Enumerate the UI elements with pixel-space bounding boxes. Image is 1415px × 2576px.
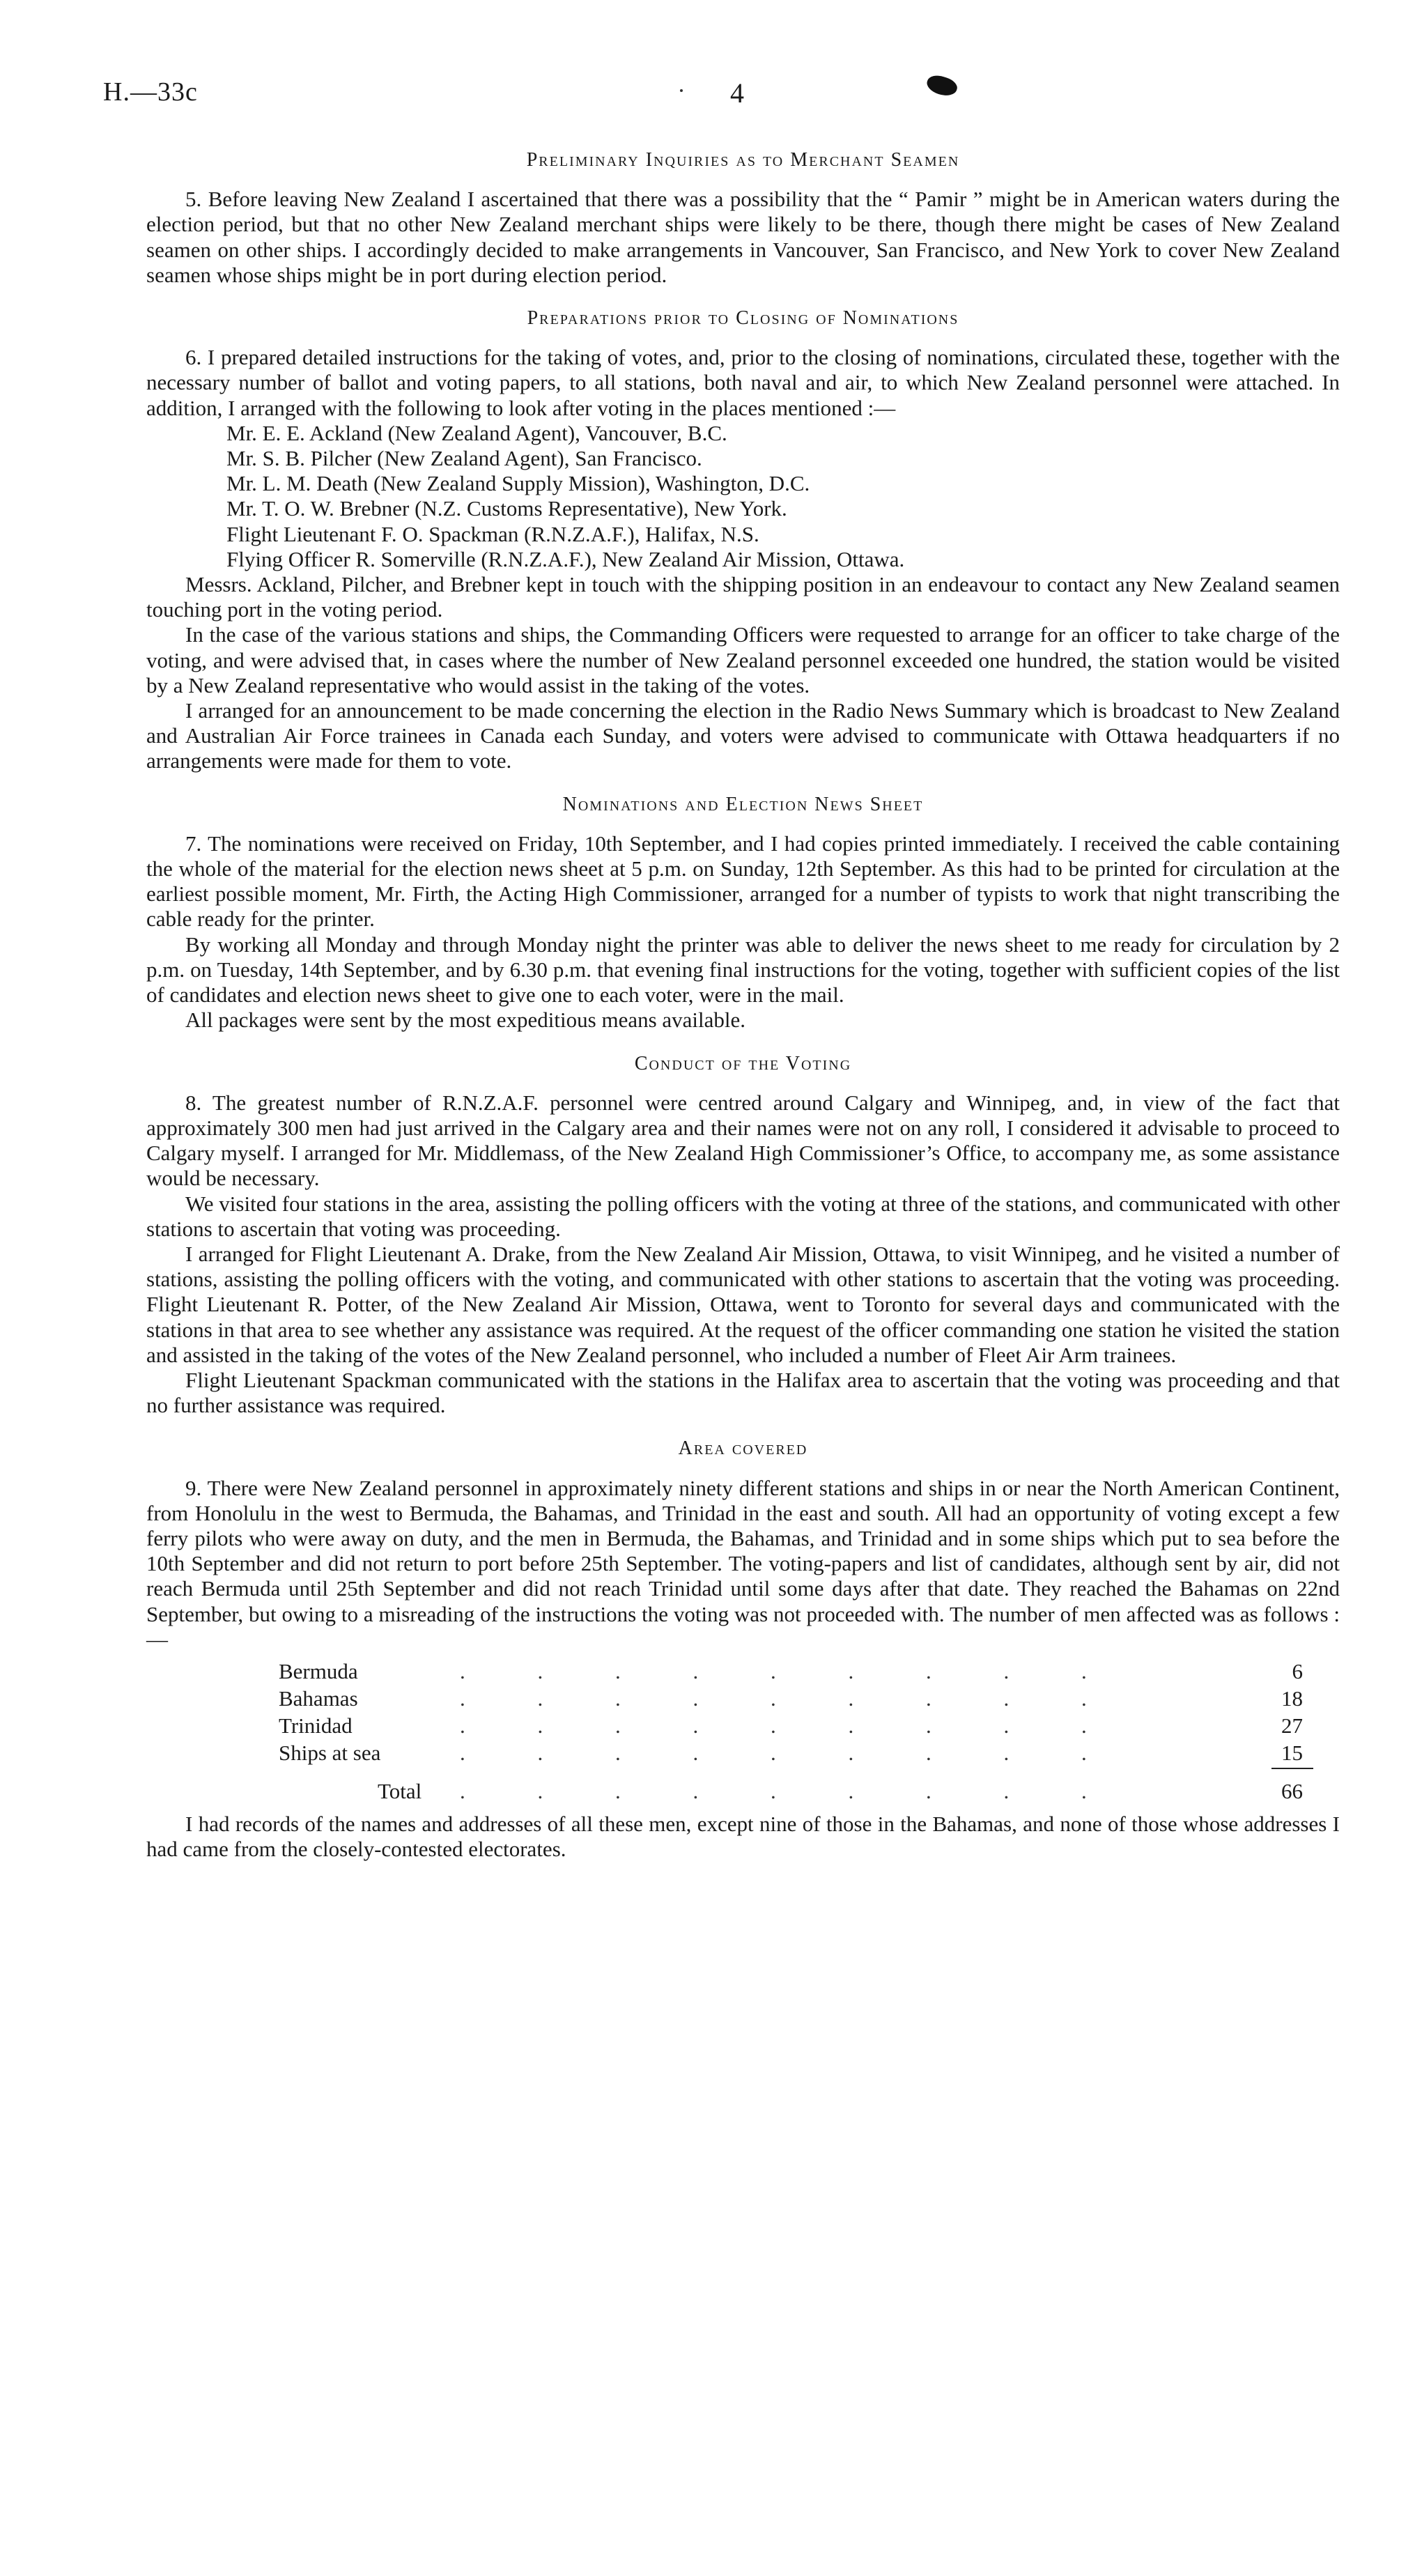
paragraph: Flight Lieutenant Spackman communicated with the stations in the Halifax area to ascertain that the voting was proceeding and that no further assistance was required. (146, 1367, 1340, 1418)
total-rule (1271, 1768, 1313, 1779)
paragraph: 9. There were New Zealand personnel in approximately ninety different stations and ships in or near the North American Continent, from Honolulu in the west to Bermuda, the Bahamas, and Trinidad in the east and south. All had an opportunity of voting except a few ferry pilots who were away on duty, and the men in Bermuda, the Bahamas, and Trinidad and in some ships which put to sea before the 10th September and did not return to port before 25th September. The voting-papers and list of candidates, although sent by air, did not reach Bermuda until 25th September and did not reach Trinidad until some days after that date. They reached the Bahamas on 22nd September, but owing to a misreading of the instructions the voting was not proceeded with. The number of men affected was as follows :— (146, 1475, 1340, 1651)
paragraph: I arranged for Flight Lieutenant A. Drake, from the New Zealand Air Mission, Ottawa, to visit Winnipeg, and he visited a number of stations, assisting the polling officers with the voting, and communicated with other stations to ascertain that the voting was proceeding. Flight Lieutenant R. Potter, of the New Zealand Air Mission, Ottawa, went to Toronto for several days and communicated with the stations in that area to see whether any assistance was required. At the request of the officer commanding one station he visited the station and assisted in the taking of the votes of the New Zealand personnel, who included a number of Fleet Air Arm trainees. (146, 1241, 1340, 1367)
agent-item: Mr. L. M. Death (New Zealand Supply Mission), Washington, D.C. (226, 471, 810, 496)
dot-leader: . . . . . . . . . (460, 1713, 1120, 1738)
section-heading: Conduct of the Voting (634, 1052, 852, 1074)
table-row (279, 1713, 1303, 1741)
document-id: H.—33c (103, 77, 198, 107)
paragraph: By working all Monday and through Monday night the printer was able to deliver the news sheet to me ready for circulation by 2 p.m. on Tuesday, 14th September, and by 6.30 p.m. that evening final instructions for the voting, together with sufficient copies of the list of candidates and election news sheet to give one to each voter, were in the mail. (146, 932, 1340, 1008)
dot-leader: . . . . . . . . . (460, 1658, 1120, 1683)
row-label: Ships at sea (279, 1740, 381, 1765)
agent-item: Flying Officer R. Somerville (R.N.Z.A.F.), New Zealand Air Mission, Ottawa. (226, 546, 905, 571)
agent-item: Mr. E. E. Ackland (New Zealand Agent), Vancouver, B.C. (226, 420, 727, 445)
affected-men-table (279, 1659, 1303, 1806)
paragraph: 8. The greatest number of R.N.Z.A.F. personnel were centred around Calgary and Winnipeg, and, in view of the fact that approximately 300 men had just arrived in the Calgary area and their names were not on any roll, I considered it advisable to proceed to Calgary myself. I arranged for Mr. Middlemass, of the New Zealand High Commissioner’s Office, to accompany me, as some assistance would be necessary. (146, 1090, 1340, 1191)
document-body (146, 148, 1340, 1862)
page-number: 4 (730, 77, 744, 109)
dot-leader: . . . . . . . . . (460, 1740, 1120, 1765)
row-value: 18 (1281, 1686, 1303, 1711)
paragraph: 7. The nominations were received on Friday, 10th September, and I had copies printed immediately. I received the cable containing the whole of the material for the election news sheet at 5 p.m. on Sunday, 12th September. As this had to be printed for circulation at the earliest possible moment, Mr. Firth, the Acting High Commissioner, arranged for a number of typists to work that night transcribing the cable ready for the printer. (146, 831, 1340, 932)
agent-item: Flight Lieutenant F. O. Spackman (R.N.Z.A.F.), Halifax, N.S. (226, 521, 759, 546)
dot-leader: . . . . . . . . . (460, 1686, 1120, 1711)
total-label: Total (378, 1778, 422, 1803)
paragraph: I arranged for an announcement to be made concerning the election in the Radio News Summary which is broadcast to New Zealand and Australian Air Force trainees in Canada each Sunday, and voters were advised to communicate with Ottawa headquarters if no arrangements were made for them to vote. (146, 698, 1340, 773)
dot-leader: . . . . . . . . . (460, 1778, 1120, 1803)
section-heading: Area covered (678, 1437, 808, 1460)
row-value: 6 (1292, 1658, 1303, 1683)
section-heading: Nominations and Election News Sheet (562, 793, 924, 815)
section-heading: Preliminary Inquiries as to Merchant Seamen (526, 149, 960, 171)
table-row (279, 1741, 1303, 1768)
row-label: Trinidad (279, 1713, 353, 1738)
ink-blot-mark (925, 72, 959, 99)
table-total-row (279, 1779, 1303, 1806)
paragraph: I had records of the names and addresses of all these men, except nine of those in the Bahamas, and none of those whose addresses I had came from the closely-contested electorates. (146, 1811, 1340, 1862)
agent-item: Mr. T. O. W. Brebner (N.Z. Customs Representative), New York. (226, 496, 787, 521)
total-value: 66 (1281, 1778, 1303, 1803)
agent-item: Mr. S. B. Pilcher (New Zealand Agent), San Francisco. (226, 446, 702, 471)
section-heading: Preparations prior to Closing of Nominations (527, 307, 959, 330)
row-label: Bahamas (279, 1686, 358, 1711)
row-label: Bermuda (279, 1658, 358, 1683)
paragraph: Messrs. Ackland, Pilcher, and Brebner kept in touch with the shipping position in an endeavour to contact any New Zealand seamen touching port in the voting period. (146, 572, 1340, 622)
table-row (279, 1686, 1303, 1713)
page-header (103, 77, 1312, 118)
table-row (279, 1659, 1303, 1686)
paragraph: In the case of the various stations and ships, the Commanding Officers were requested to arrange for an officer to take charge of the voting, and were advised that, in cases where the number of New Zealand personnel exceeded one hundred, the station would be visited by a New Zealand representative who would assist in the taking of the votes. (146, 622, 1340, 697)
ink-speck (680, 89, 683, 92)
paragraph: 6. I prepared detailed instructions for the taking of votes, and, prior to the closing of nominations, circulated these, together with the necessary number of ballot and voting papers, to all stations, both naval and air, to which New Zealand personnel were attached. In addition, I arranged with the following to look after voting in the places mentioned :— (146, 345, 1340, 420)
row-value: 15 (1281, 1740, 1303, 1765)
paragraph: All packages were sent by the most expeditious means available. (185, 1008, 746, 1033)
agent-list (226, 421, 1340, 572)
paragraph: We visited four stations in the area, assisting the polling officers with the voting at three of the stations, and communicated with other stations to ascertain that voting was proceeding. (146, 1191, 1340, 1241)
paragraph: 5. Before leaving New Zealand I ascertained that there was a possibility that the “ Pamir ” might be in American waters during the election period, but that no other New Zealand merchant ships were likely to be there, though there might be cases of New Zealand seamen on other ships. I accordingly decided to make arrangements in Vancouver, San Francisco, and New York to cover New Zealand seamen whose ships might be in port during election period. (146, 187, 1340, 287)
row-value: 27 (1281, 1713, 1303, 1738)
